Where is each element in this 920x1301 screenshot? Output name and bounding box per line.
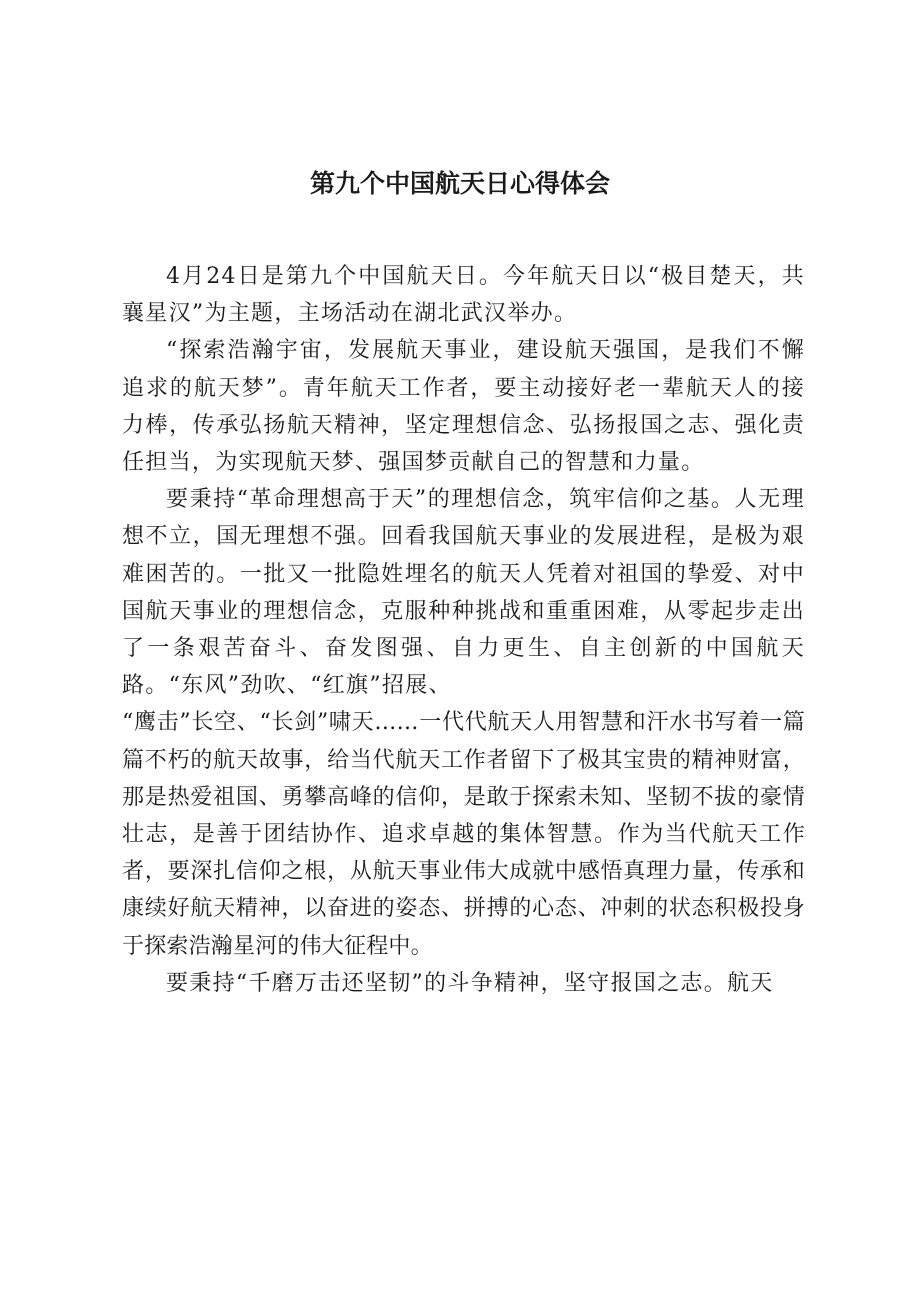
document-title: 第九个中国航天日心得体会 [309,169,610,198]
paragraph-legacy: “鹰击”长空、“长剑”啸天……一代代航天人用智慧和汗水书写着一篇篇不朽的航天故事，给当代航天工作者留下了极其宝贵的精神财富，那是热爱祖国、勇攀高峰的信仰，是敢于探索未知、坚韧不拔的豪情壮志，是善于团结协作、追求卓越的集体智慧。作为当代航天工作者，要深扎信仰之根，从航天事业伟大成就中感悟真理力量，传承和康续好航天精神，以奋进的姿态、拼搏的心态、冲刺的状态积极投身于探索浩瀚星河的伟大征程中。 [122,710,805,959]
paragraph-intro: 4月24日是第九个中国航天日。今年航天日以“极目楚天，共襄星汉”为主题，主场活动在湖北武汉举办。 [122,264,805,327]
paragraph-ideals: 要秉持“革命理想高于天”的理想信念，筑牢信仰之基。人无理想不立，国无理想不强。回看我国航天事业的发展进程，是极为艰难困苦的。一批又一批隐姓埋名的航天人凭着对祖国的挚爱、对中国航天事业的理想信念，克服种种挑战和重重困难，从零起步走出了一条艰苦奋斗、奋发图强、自力更生、自主创新的中国航天路。“东风”劲吹、“红旗”招展、 [122,487,805,699]
paragraph-struggle: 要秉持“千磨万击还坚韧”的斗争精神，坚守报国之志。航天 [166,970,774,996]
paragraph-space-dream: “探索浩瀚宇宙，发展航天事业，建设航天强国，是我们不懈追求的航天梦”。青年航天工作者，要主动接好老一辈航天人的接力棒，传承弘扬航天精神，坚定理想信念、弘扬报国之志、强化责任担当，为实现航天梦、强国梦贡献自己的智慧和力量。 [122,338,805,476]
document-body [122,258,805,1002]
